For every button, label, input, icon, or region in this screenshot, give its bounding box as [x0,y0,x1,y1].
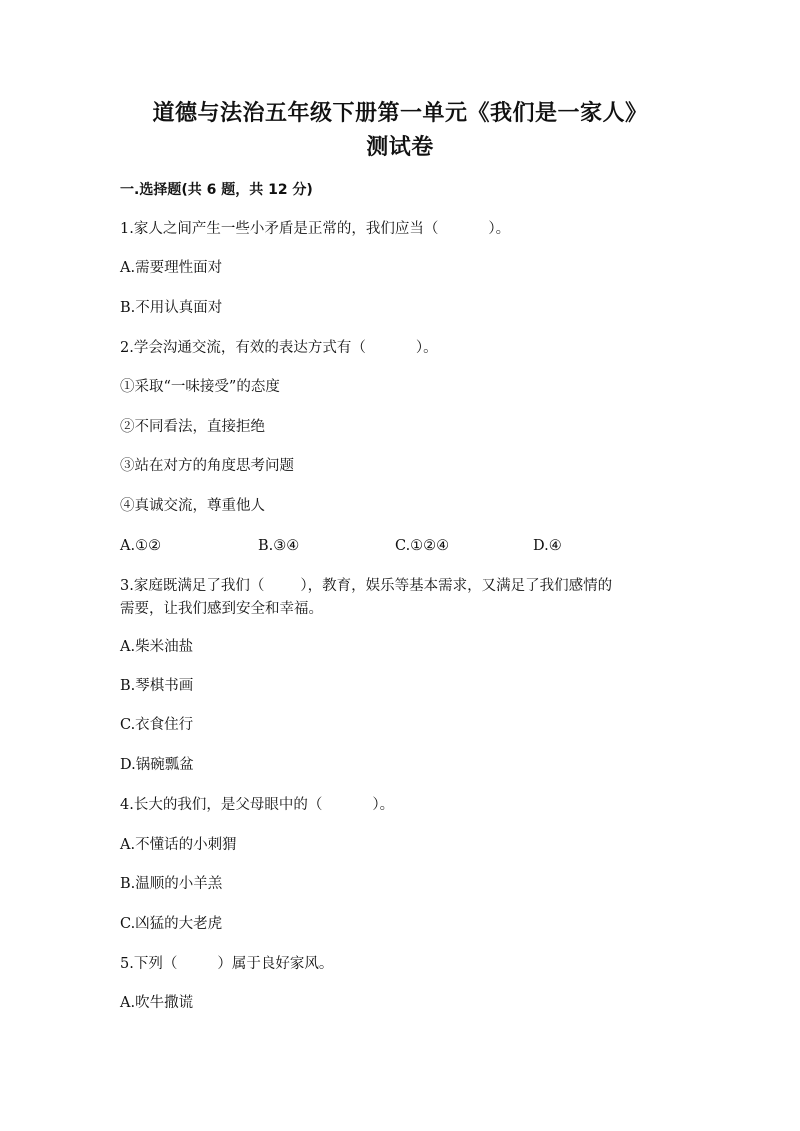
question-4-option-c: C.凶猛的大老虎 [120,916,223,932]
question-2-stem [120,338,700,358]
document-title-line2: 测试卷 [366,134,434,160]
question-2-option-c: C.①②④ [395,538,450,554]
question-1-option-a: A.需要理性面对 [120,260,223,276]
question-4-option-b: B.温顺的小羊羔 [120,876,223,892]
question-2-option-a: A.①② [120,538,162,554]
question-2-statement-1: ①采取“一味接受”的态度 [120,379,280,395]
question-3-option-a: A.柴米油盐 [120,639,194,655]
question-4-option-a: A.不懂话的小刺猬 [120,837,237,853]
question-2-statement-4: ④真诚交流，尊重他人 [120,498,265,514]
question-2-option-d: D.④ [533,538,562,554]
question-3-option-c: C.衣食住行 [120,717,194,733]
question-3-stem-line2: 需要，让我们感到安全和幸福。 [120,601,323,617]
question-1-stem-text: 1.家人之间产生一些小矛盾是正常的，我们应当（ [120,221,439,237]
question-2-statement-3: ③站在对方的角度思考问题 [120,458,294,474]
question-3-stem-mid: ），教育，娱乐等基本需求，又满足了我们感情的 [300,578,613,594]
question-5-stem-end: ）属于良好家风。 [217,956,334,972]
question-3-stem [120,576,700,596]
question-2-stem-end: ）。 [415,340,438,356]
question-5-option-a: A.吹牛撒谎 [120,995,194,1011]
question-1-stem-end: ）。 [488,221,511,237]
question-4-stem-text: 4.长大的我们，是父母眼中的（ [120,797,323,813]
question-1-stem [120,219,700,239]
question-2-statement-2: ②不同看法，直接拒绝 [120,419,265,435]
question-3-stem-text: 3.家庭既满足了我们（ [120,578,265,594]
question-4-stem-end: ）。 [372,797,395,813]
section-heading: 一.选择题(共 6 题，共 12 分) [120,182,313,198]
question-5-stem-text: 5.下列（ [120,956,178,972]
question-2-stem-text: 2.学会沟通交流，有效的表达方式有（ [120,340,366,356]
question-4-stem [120,795,700,815]
question-5-stem [120,954,700,974]
question-1-option-b: B.不用认真面对 [120,300,223,316]
question-3-option-d: D.锅碗瓢盆 [120,757,194,773]
question-2-options [120,536,700,556]
document-title: 道德与法治五年级下册第一单元《我们是一家人》 [152,100,648,126]
question-2-option-b: B.③④ [258,538,300,554]
question-3-option-b: B.琴棋书画 [120,678,194,694]
